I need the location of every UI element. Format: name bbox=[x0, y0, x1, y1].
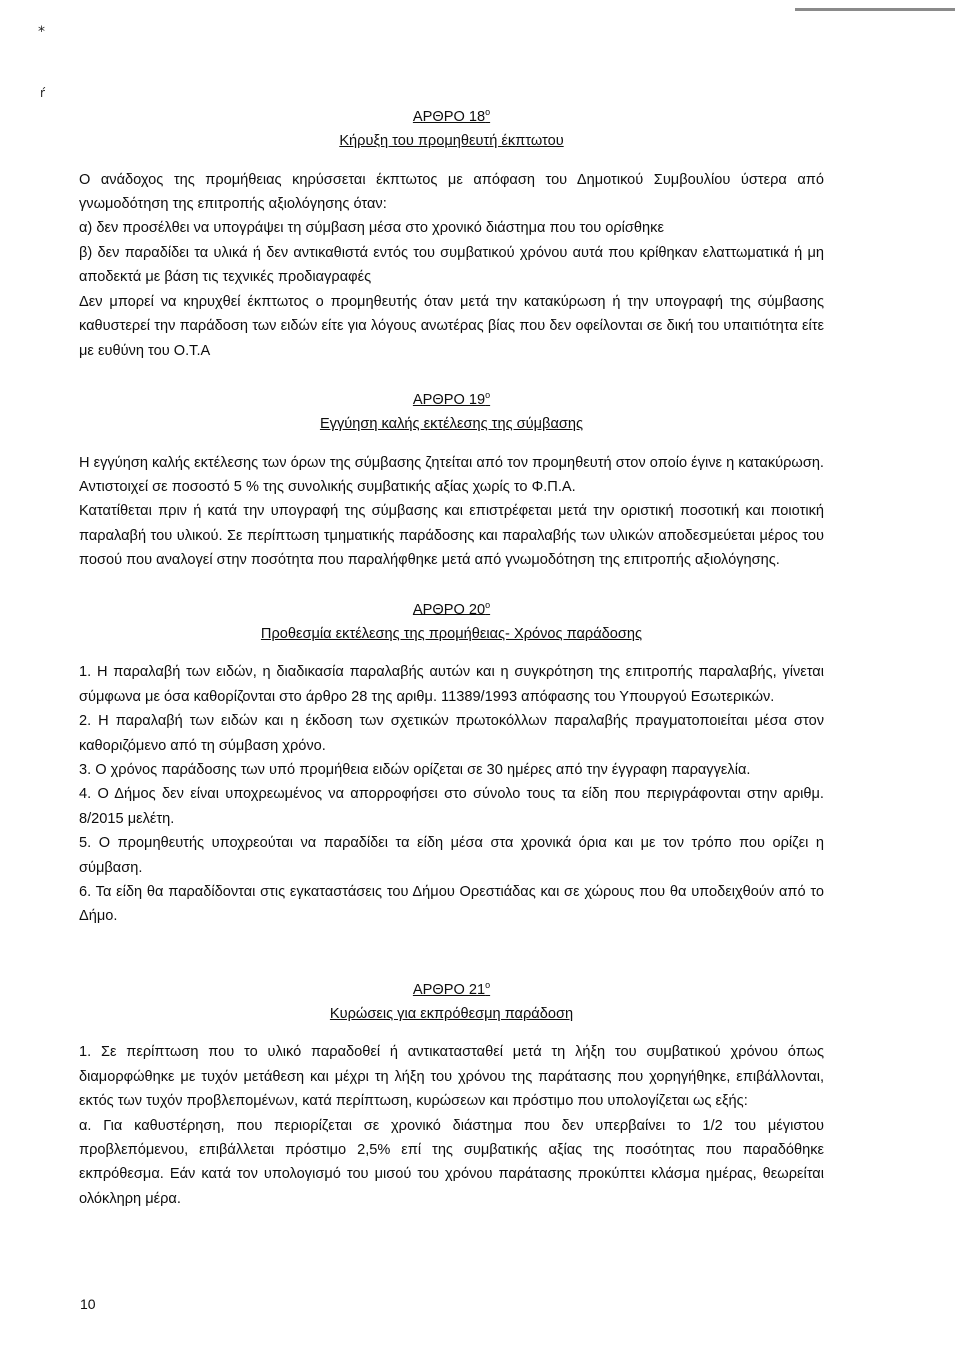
scan-mark: * bbox=[38, 24, 45, 40]
article-19-paragraph: Κατατίθεται πριν ή κατά την υπογραφή της σύμβασης και επιστρέφεται μετά την οριστική ποσοτική και ποιοτική παραλαβή του υλικού. Σε περίπτωση τμηματικής παράδοσης και παραλαβής των υλικών αποδεσμεύεται μέρος του ποσού που αναλογεί στην ποσότητα που παραλήφθηκε μετά από γνωμοδότηση της επιτροπής αξιολόγησης. bbox=[79, 503, 824, 569]
article-20-heading bbox=[79, 593, 824, 647]
article-18-heading bbox=[79, 100, 824, 154]
article-20-item: 3. Ο χρόνος παράδοσης των υπό προμήθεια ειδών ορίζεται σε 30 ημέρες από την έγγραφη παραγγελία. bbox=[79, 761, 751, 778]
article-18-paragraph: α) δεν προσέλθει να υπογράψει τη σύμβαση μέσα στο χρονικό διάστημα που του ορίσθηκε bbox=[79, 220, 664, 237]
article-number: ΑΡΘΡΟ $20^o$ bbox=[412, 599, 491, 618]
page-number: 10 bbox=[80, 1296, 96, 1312]
article-19-heading bbox=[79, 383, 824, 437]
article-title: Κήρυξη του προμηθευτή έκπτωτου bbox=[339, 133, 564, 150]
article-18-paragraph: Ο ανάδοχος της προμήθειας κηρύσσεται έκπτωτος με απόφαση του Δημοτικού Συμβουλίου ύστερα από γνωμοδότηση της επιτροπής αξιολόγησης όταν: bbox=[79, 171, 824, 213]
scan-edge-line bbox=[795, 8, 955, 11]
article-21-item: 1. Σε περίπτωση που το υλικό παραδοθεί ή αντικατασταθεί μετά τη λήξη του συμβατικού χρόνου όπως διαμορφώθηκε με τυχόν μετάθεση και μέχρι τη λήξη του χρόνου της παράτασης που χορηγήθηκε, επιβάλλονται, εκτός των τυχόν προβλεπομένων, κατά περίπτωση, κυρώσεων και πρόστιμο που υπολογίζεται ως εξής: bbox=[79, 1044, 824, 1110]
article-20-item: 2. Η παραλαβή των ειδών και η έκδοση των σχετικών πρωτοκόλλων παραλαβής πραγματοποιείται μέσα στον καθοριζόμενο από τη σύμβαση χρόνο. bbox=[79, 713, 824, 754]
scan-mark: ŕ bbox=[40, 86, 45, 100]
article-number: ΑΡΘΡΟ $18^o$ bbox=[412, 107, 491, 125]
article-20-item: 6. Τα είδη θα παραδίδονται στις εγκαταστάσεις του Δήμου Ορεστιάδας και σε χώρους που θα υποδειχθούν από το Δήμο. bbox=[79, 883, 824, 925]
article-title: Κυρώσεις για εκπρόθεσμη παράδοση bbox=[329, 1006, 574, 1023]
article-21-item: α. Για καθυστέρηση, που περιορίζεται σε χρονικό διάστημα που δεν υπερβαίνει το 1/2 του μέγιστου προβλεπόμενου, επιβάλλεται πρόστιμο 2,5% επί της συμβατικής αξίας της ποσότητας που παραδόθηκε εκπρόθεσμα. Εάν κατά τον υπολογισμό του μισού του χρόνου παράτασης προκύπτει κλάσμα ημέρας, θεωρείται ολόκληρη μέρα. bbox=[79, 1117, 824, 1207]
article-number: ΑΡΘΡΟ $19^o$ bbox=[412, 389, 491, 408]
article-20-item: 1. Η παραλαβή των ειδών, η διαδικασία παραλαβής αυτών και η συγκρότηση της επιτροπής παραλαβής, γίνεται σύμφωνα με όσα καθορίζονται στο άρθρο 28 της αριθμ. 11389/1993 απόφασης του Υπουργού Εσωτερικών. bbox=[79, 664, 824, 705]
article-20-item: 4. Ο Δήμος δεν είναι υποχρεωμένος να απορροφήσει στο σύνολο τους τα είδη που περιγράφονται στην αριθμ. 8/2015 μελέτη. bbox=[79, 786, 824, 827]
article-title: Προθεσμία εκτέλεσης της προμήθειας- Χρόνος παράδοσης bbox=[260, 625, 643, 642]
document-page bbox=[79, 100, 824, 1211]
article-title: Εγγύηση καλής εκτέλεσης της σύμβασης bbox=[319, 416, 584, 433]
article-18-paragraph: β) δεν παραδίδει τα υλικά ή δεν αντικαθιστά εντός του συμβατικού χρόνου αυτά που κρίθηκαν ελαττωματικά ή μη αποδεκτά με βάση τις τεχνικές προδιαγραφές bbox=[79, 244, 824, 286]
article-20-item: 5. Ο προμηθευτής υποχρεούται να παραδίδει τα είδη μέσα στα χρονικά όρια και με τον τρόπο που ορίζει η σύμβαση. bbox=[79, 835, 824, 876]
article-19-paragraph: Η εγγύηση καλής εκτέλεσης των όρων της σύμβασης ζητείται από τον προμηθευτή στον οποίο έγινε η κατακύρωση. Αντιστοιχεί σε ποσοστό 5 % της συνολικής συμβατικής αξίας χωρίς το Φ.Π.Α. bbox=[79, 454, 824, 495]
article-18-paragraph: Δεν μπορεί να κηρυχθεί έκπτωτος ο προμηθευτής όταν μετά την κατακύρωση ή την υπογραφή της σύμβασης καθυστερεί την παράδοση των ειδών είτε για λόγους ανωτέρας βίας που δεν οφείλονται σε δική του υπαιτιότητα είτε με ευθύνη του Ο.Τ.Α bbox=[79, 293, 824, 359]
article-number: ΑΡΘΡΟ $21^o$ bbox=[412, 979, 491, 998]
article-21-heading bbox=[79, 973, 824, 1027]
